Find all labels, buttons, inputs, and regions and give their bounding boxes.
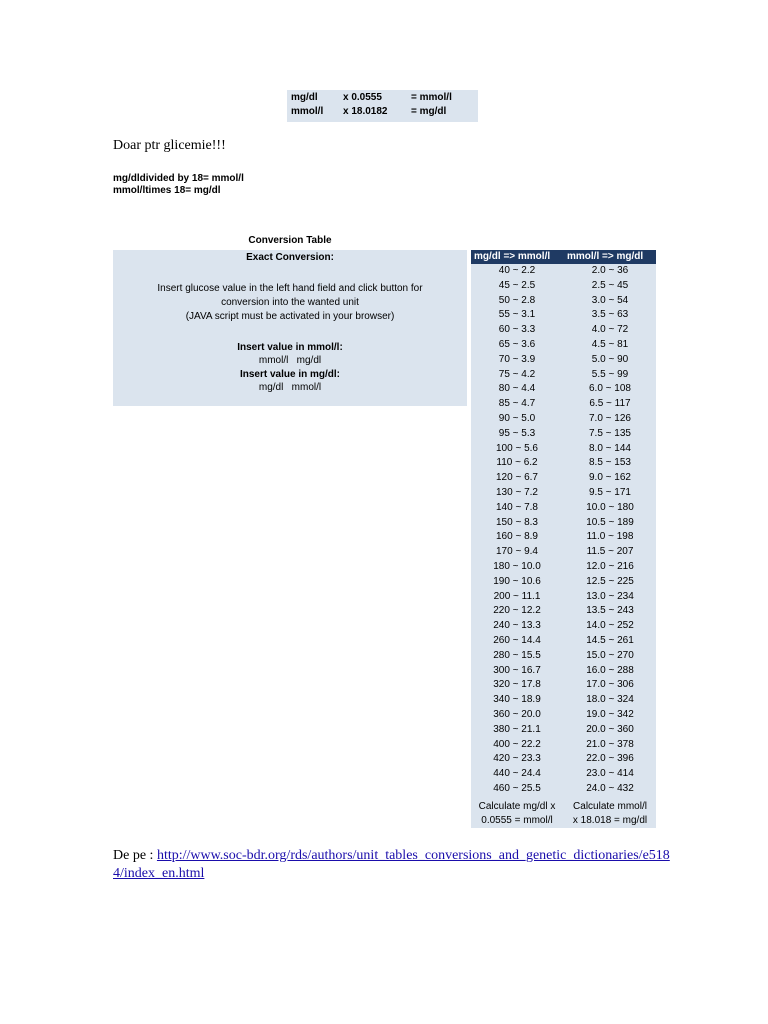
cell-mmol-to-mgdl: 22.0 ~ 396 [586, 753, 634, 765]
cell-mmol-to-mgdl: 3.0 ~ 54 [591, 294, 629, 306]
cell-mgdl-to-mmol: 460 ~ 25.5 [493, 783, 541, 794]
cell-mgdl-to-mmol: 280 ~ 15.5 [493, 649, 541, 661]
table-row [471, 693, 656, 708]
footer-line: Calculate mg/dl x [478, 801, 556, 812]
table-row [471, 575, 656, 590]
cell-mgdl-to-mmol: 180 ~ 10.0 [493, 561, 541, 572]
footer-line: Calculate mmol/l [573, 801, 647, 812]
cell-mmol-to-mgdl: 6.0 ~ 108 [589, 383, 631, 395]
cell-mmol-to-mgdl: 7.5 ~ 135 [589, 427, 631, 439]
table-row [471, 545, 656, 560]
cell-mmol-to-mgdl: 9.0 ~ 162 [589, 472, 631, 484]
exact-conversion-title: Exact Conversion: [246, 252, 334, 263]
table-row [471, 486, 656, 501]
table-row [471, 279, 656, 294]
cell-mgdl-to-mmol: 45 ~ 2.5 [498, 279, 536, 291]
cell-mgdl-to-mmol: 420 ~ 23.3 [493, 753, 541, 765]
cell-mgdl-to-mmol: 340 ~ 18.9 [493, 694, 541, 706]
cell-mmol-to-mgdl: 18.0 ~ 324 [586, 694, 634, 706]
cell-mmol-to-mgdl: 7.0 ~ 126 [589, 413, 631, 424]
factor-result: = mg/dl [411, 106, 447, 117]
cell-mmol-to-mgdl: 2.0 ~ 36 [591, 265, 629, 276]
cell-mmol-to-mgdl: 4.5 ~ 81 [591, 339, 629, 350]
cell-mmol-to-mgdl: 19.0 ~ 342 [586, 709, 634, 720]
cell-mmol-to-mgdl: 5.5 ~ 99 [591, 368, 629, 380]
table-row [471, 368, 656, 383]
cell-mgdl-to-mmol: 70 ~ 3.9 [498, 353, 536, 365]
table-row [471, 501, 656, 516]
cell-mgdl-to-mmol: 95 ~ 5.3 [498, 427, 536, 439]
cell-mgdl-to-mmol: 160 ~ 8.9 [496, 531, 538, 543]
cell-mgdl-to-mmol: 440 ~ 24.4 [493, 768, 541, 780]
mgdl-input-label: Insert value in mg/dl: [239, 369, 341, 380]
table-row [471, 604, 656, 619]
footer-formula-mmol [564, 800, 656, 828]
table-header [471, 250, 656, 264]
cell-mmol-to-mgdl: 10.5 ~ 189 [586, 516, 634, 528]
note-line: mmol/ltimes 18= mg/dl [113, 185, 221, 196]
cell-mmol-to-mgdl: 11.5 ~ 207 [586, 546, 634, 558]
instruction-line: conversion into the wanted unit [221, 297, 359, 308]
factor-row [287, 105, 478, 119]
table-row [471, 560, 656, 575]
cell-mgdl-to-mmol: 100 ~ 5.6 [496, 442, 538, 454]
cell-mgdl-to-mmol: 240 ~ 13.3 [493, 620, 541, 632]
cell-mmol-to-mgdl: 4.0 ~ 72 [591, 324, 629, 336]
cell-mmol-to-mgdl: 20.0 ~ 360 [586, 723, 634, 735]
factor-row [287, 91, 478, 105]
cell-mgdl-to-mmol: 150 ~ 8.3 [496, 516, 538, 528]
table-footer [471, 800, 656, 828]
cell-mmol-to-mgdl: 14.0 ~ 252 [586, 620, 634, 632]
cell-mgdl-to-mmol: 220 ~ 12.2 [493, 605, 541, 617]
table-row [471, 471, 656, 486]
cell-mmol-to-mgdl: 12.5 ~ 225 [586, 575, 634, 587]
cell-mgdl-to-mmol: 200 ~ 11.1 [493, 590, 541, 602]
cell-mgdl-to-mmol: 110 ~ 6.2 [496, 457, 538, 469]
cell-mmol-to-mgdl: 5.0 ~ 90 [591, 353, 629, 365]
table-row [471, 308, 656, 323]
cell-mgdl-to-mmol: 50 ~ 2.8 [498, 294, 536, 306]
cell-mgdl-to-mmol: 140 ~ 7.8 [496, 501, 538, 513]
table-row [471, 412, 656, 427]
table-row [471, 738, 656, 753]
cell-mgdl-to-mmol: 170 ~ 9.4 [496, 546, 538, 558]
footer-formula-mgdl [471, 800, 563, 828]
cell-mmol-to-mgdl: 13.5 ~ 243 [586, 605, 634, 617]
cell-mgdl-to-mmol: 130 ~ 7.2 [496, 487, 538, 498]
source-link[interactable]: http://www.soc-bdr.org/rds/authors/unit_tables_conversions_and_genetic_dictionaries/e5184/index_en.html [113, 848, 670, 881]
cell-mgdl-to-mmol: 400 ~ 22.2 [493, 738, 541, 750]
cell-mgdl-to-mmol: 320 ~ 17.8 [493, 679, 541, 691]
table-row [471, 397, 656, 412]
cell-mgdl-to-mmol: 190 ~ 10.6 [493, 575, 541, 587]
table-row [471, 427, 656, 442]
cell-mmol-to-mgdl: 11.0 ~ 198 [586, 531, 634, 543]
table-row [471, 752, 656, 767]
table-row [471, 338, 656, 353]
factor-unit: mmol/l [291, 106, 324, 117]
exact-conversion-panel [113, 250, 467, 406]
cell-mgdl-to-mmol: 360 ~ 20.0 [493, 709, 541, 720]
cell-mgdl-to-mmol: 85 ~ 4.7 [498, 398, 536, 410]
cell-mgdl-to-mmol: 60 ~ 3.3 [498, 324, 536, 336]
mmol-units-label: mmol/l mg/dl [258, 355, 322, 366]
footer-line: 0.0555 = mmol/l [481, 815, 553, 826]
cell-mmol-to-mgdl: 2.5 ~ 45 [591, 279, 629, 291]
cell-mgdl-to-mmol: 55 ~ 3.1 [498, 309, 536, 321]
table-row [471, 590, 656, 605]
table-row [471, 530, 656, 545]
table-row [471, 649, 656, 664]
cell-mmol-to-mgdl: 17.0 ~ 306 [586, 679, 634, 691]
cell-mgdl-to-mmol: 80 ~ 4.4 [498, 383, 536, 395]
mmol-input-label: Insert value in mmol/l: [237, 342, 343, 353]
table-row [471, 634, 656, 649]
table-row [471, 323, 656, 338]
factor-multiplier: x 18.0182 [343, 106, 388, 117]
table-row [471, 382, 656, 397]
conversion-factor-box [287, 90, 478, 122]
factor-result: = mmol/l [411, 92, 452, 103]
source-prefix: De pe : [113, 848, 157, 863]
table-row [471, 442, 656, 457]
page-heading: Doar ptr glicemie!!! [113, 138, 226, 153]
factor-multiplier: x 0.0555 [343, 92, 382, 103]
cell-mmol-to-mgdl: 10.0 ~ 180 [586, 501, 634, 513]
column-header: mg/dl => mmol/l [474, 251, 551, 262]
cell-mmol-to-mgdl: 16.0 ~ 288 [586, 664, 634, 676]
cell-mgdl-to-mmol: 120 ~ 6.7 [496, 472, 538, 484]
cell-mgdl-to-mmol: 40 ~ 2.2 [498, 265, 536, 276]
cell-mmol-to-mgdl: 23.0 ~ 414 [586, 768, 634, 780]
note-line: mg/dldivided by 18= mmol/l [113, 173, 244, 184]
conversion-table [471, 250, 656, 828]
table-row [471, 678, 656, 693]
cell-mmol-to-mgdl: 14.5 ~ 261 [586, 635, 634, 646]
table-row [471, 664, 656, 679]
cell-mmol-to-mgdl: 15.0 ~ 270 [586, 649, 634, 661]
cell-mgdl-to-mmol: 260 ~ 14.4 [493, 635, 541, 646]
cell-mmol-to-mgdl: 12.0 ~ 216 [586, 561, 634, 572]
cell-mgdl-to-mmol: 380 ~ 21.1 [493, 723, 541, 735]
table-row [471, 353, 656, 368]
cell-mgdl-to-mmol: 300 ~ 16.7 [493, 664, 541, 676]
table-row [471, 294, 656, 309]
factor-unit: mg/dl [291, 92, 318, 103]
mgdl-units-label: mg/dl mmol/l [258, 382, 322, 393]
cell-mmol-to-mgdl: 8.0 ~ 144 [589, 442, 631, 454]
table-row [471, 619, 656, 634]
cell-mmol-to-mgdl: 8.5 ~ 153 [589, 457, 631, 469]
table-row [471, 516, 656, 531]
instruction-line: (JAVA script must be activated in your browser) [185, 311, 395, 322]
instruction-line: Insert glucose value in the left hand field and click button for [157, 283, 423, 294]
cell-mmol-to-mgdl: 9.5 ~ 171 [589, 487, 631, 498]
cell-mgdl-to-mmol: 90 ~ 5.0 [498, 413, 536, 424]
source-line [113, 847, 673, 883]
table-row [471, 708, 656, 723]
table-row [471, 456, 656, 471]
table-row [471, 723, 656, 738]
cell-mmol-to-mgdl: 13.0 ~ 234 [586, 590, 634, 602]
table-row [471, 782, 656, 797]
footer-line: x 18.018 = mg/dl [572, 815, 648, 826]
table-row [471, 767, 656, 782]
cell-mmol-to-mgdl: 3.5 ~ 63 [591, 309, 629, 321]
cell-mgdl-to-mmol: 75 ~ 4.2 [498, 368, 536, 380]
column-header: mmol/l => mg/dl [567, 251, 644, 262]
cell-mgdl-to-mmol: 65 ~ 3.6 [498, 339, 536, 350]
table-row [471, 264, 656, 279]
conversion-table-title: Conversion Table [248, 235, 332, 246]
cell-mmol-to-mgdl: 6.5 ~ 117 [589, 398, 631, 410]
cell-mmol-to-mgdl: 24.0 ~ 432 [586, 783, 634, 794]
cell-mmol-to-mgdl: 21.0 ~ 378 [586, 738, 634, 750]
